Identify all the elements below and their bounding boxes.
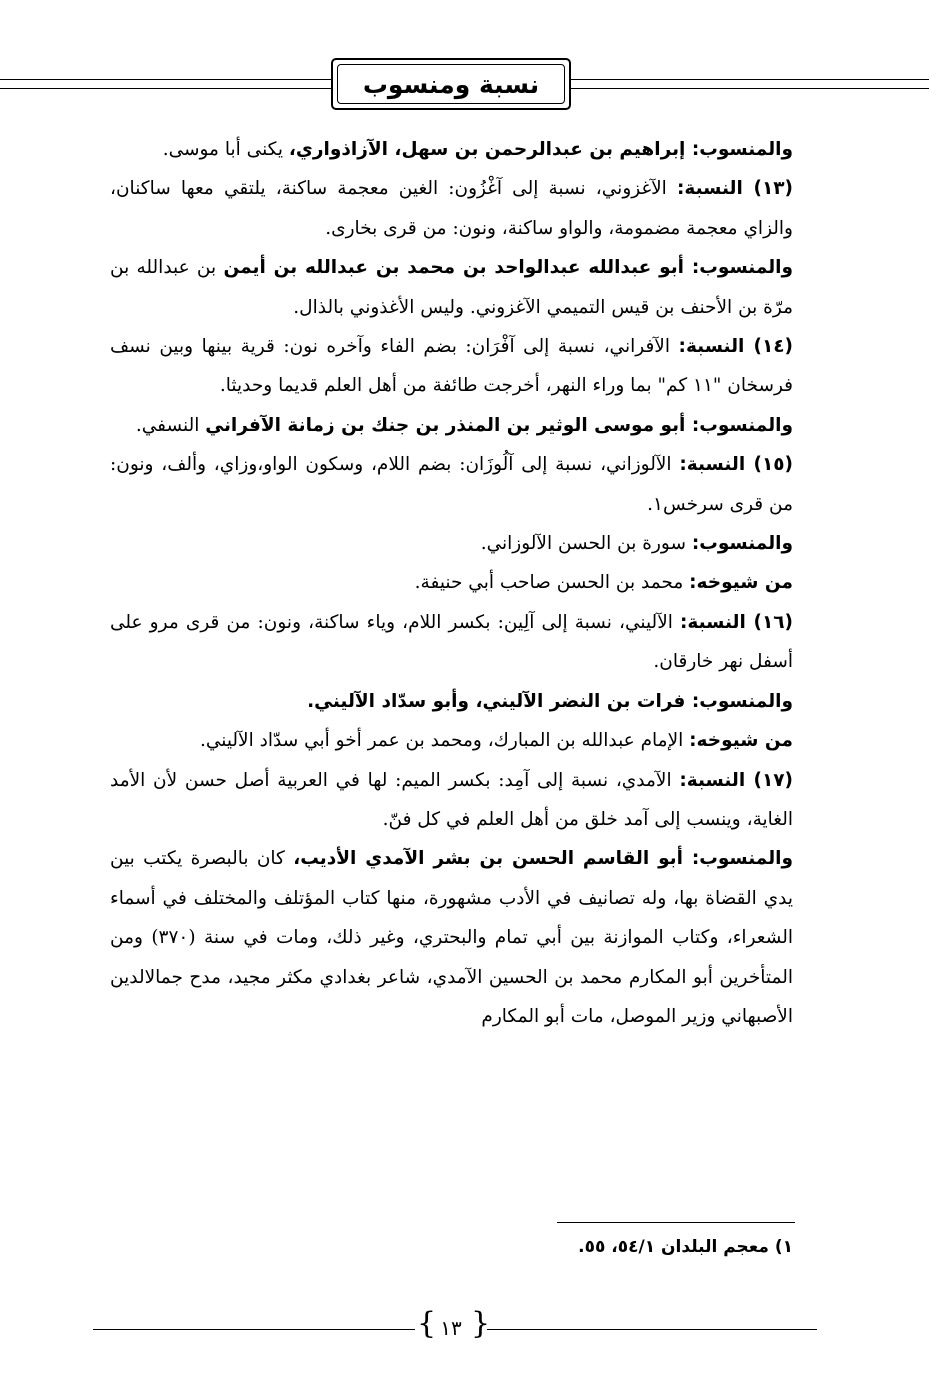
paragraph <box>110 603 793 682</box>
footnote-separator <box>557 1222 795 1223</box>
entry-label: (١٣) النسبة: <box>676 178 793 200</box>
paragraph <box>110 682 793 721</box>
footer-rule-right <box>487 1329 817 1330</box>
entry-text: الآفراني، نسبة إلى آفْرَان: بضم الفاء وآخره نون: قرية بينها وبين نسف فرسخان "١١ كم" بما وراء النهر، أخرجت طائفة من أهل العلم قديما وحديثا. <box>110 336 793 397</box>
paragraph <box>110 721 793 760</box>
header-title: نسبة ومنسوب <box>337 64 565 104</box>
paragraph <box>110 130 793 169</box>
paragraph <box>110 761 793 840</box>
entry-label: من شيوخه: <box>689 730 793 752</box>
header-rule-left-top <box>0 79 331 80</box>
entry-text: الآليني، نسبة إلى آلِين: بكسر اللام، وياء ساكنة، ونون: من قرى مرو على أسفل نهر خارقان. <box>110 611 793 673</box>
page-number: ١٣ <box>440 1316 462 1340</box>
paragraph <box>110 406 793 445</box>
entry-text: كان بالبصرة يكتب بين يدي القضاة بها، وله تصانيف في الأدب مشهورة، منها كتاب المؤتلف والمختلف في أسماء الشعراء، وكتاب الموازنة بين أبي تمام والبحتري، وغير ذلك، ومات في سنة (٣٧٠) ومن المتأخرين أبو المكارم محمد بن الحسين الآمدي، شاعر بغدادي مكثر مجيد، مدح جمالالدين الأصبهاني وزير الموصل، مات أبو المكارم <box>110 848 793 1027</box>
entry-label: (١٧) النسبة: <box>679 769 793 791</box>
header-rule-right-top <box>571 79 929 80</box>
entry-text: الآلوزاني، نسبة إلى آلُوزَان: بضم اللام، وسكون الواو،وزاي، وألف، ونون: من قرى سرخس١. <box>110 454 793 515</box>
entry-label: (١٦) النسبة: <box>679 611 793 633</box>
entry-label: (١٥) النسبة: <box>679 454 793 476</box>
entry-label-rest: إبراهيم بن عبدالرحمن بن سهل، الآزاذواري، <box>288 139 692 160</box>
paragraph <box>110 327 793 406</box>
entry-label: والمنسوب: <box>691 414 793 436</box>
entry-text: الآمدي، نسبة إلى آمِد: بكسر الميم: لها في العربية أصل حسن لأن الأمد الغاية، وينسب إلى آمد خلق من أهل العلم في كل فنّ. <box>110 769 793 830</box>
paragraph <box>110 839 793 1036</box>
header-title-box <box>331 58 571 110</box>
footer-brace-left: { <box>417 1306 437 1341</box>
entry-label-rest: فرات بن النضر الآليني، وأبو سدّاد الآليني. <box>307 690 692 712</box>
header-rule-right-bottom <box>571 88 929 89</box>
entry-label: والمنسوب: <box>691 139 793 160</box>
header-rule-left-bottom <box>0 88 331 89</box>
entry-text: النسفي. <box>135 414 206 436</box>
entry-text: بن عبدالله بن مرّة بن الأحنف بن قيس التميمي الآغزوني. وليس الأغذوني بالذال. <box>110 257 793 318</box>
paragraph <box>110 169 793 248</box>
entry-label: والمنسوب: <box>691 690 793 712</box>
page-body <box>110 130 793 1036</box>
footnote: ١) معجم البلدان ٥٤/١، ٥٥. <box>578 1237 793 1257</box>
paragraph <box>110 563 793 602</box>
footer-rule-left <box>93 1329 415 1330</box>
entry-label: والمنسوب: <box>691 848 793 870</box>
entry-label: والمنسوب: <box>691 257 794 279</box>
entry-label-rest: أبو موسى الوثير بن المنذر بن جنك بن زمانة الآفراني <box>205 414 692 436</box>
entry-text: الإمام عبدالله بن المبارك، ومحمد بن عمر أخو أبي سدّاد الآليني. <box>199 730 690 752</box>
footer-brace-right: } <box>471 1306 491 1341</box>
entry-text: سورة بن الحسن الآلوزاني. <box>480 533 692 555</box>
entry-text: الآغزوني، نسبة إلى آغْزُون: الغين معجمة ساكنة، يلتقي معها ساكنان، والزاي معجمة مضمومة، والواو ساكنة، ونون: من قرى بخارى. <box>110 178 793 239</box>
entry-label-rest: أبو عبدالله عبدالواحد بن محمد بن عبدالله بن أيمن <box>223 257 692 279</box>
entry-text: محمد بن الحسن صاحب أبي حنيفة. <box>414 572 690 594</box>
entry-text: يكنى أبا موسى. <box>162 139 289 160</box>
entry-label: (١٤) النسبة: <box>678 336 794 358</box>
entry-label: من شيوخه: <box>689 572 793 594</box>
entry-label-rest: أبو القاسم الحسن بن بشر الآمدي الأديب، <box>293 848 692 870</box>
paragraph <box>110 445 793 524</box>
entry-label: والمنسوب: <box>691 533 793 555</box>
paragraph <box>110 248 793 327</box>
paragraph <box>110 524 793 563</box>
